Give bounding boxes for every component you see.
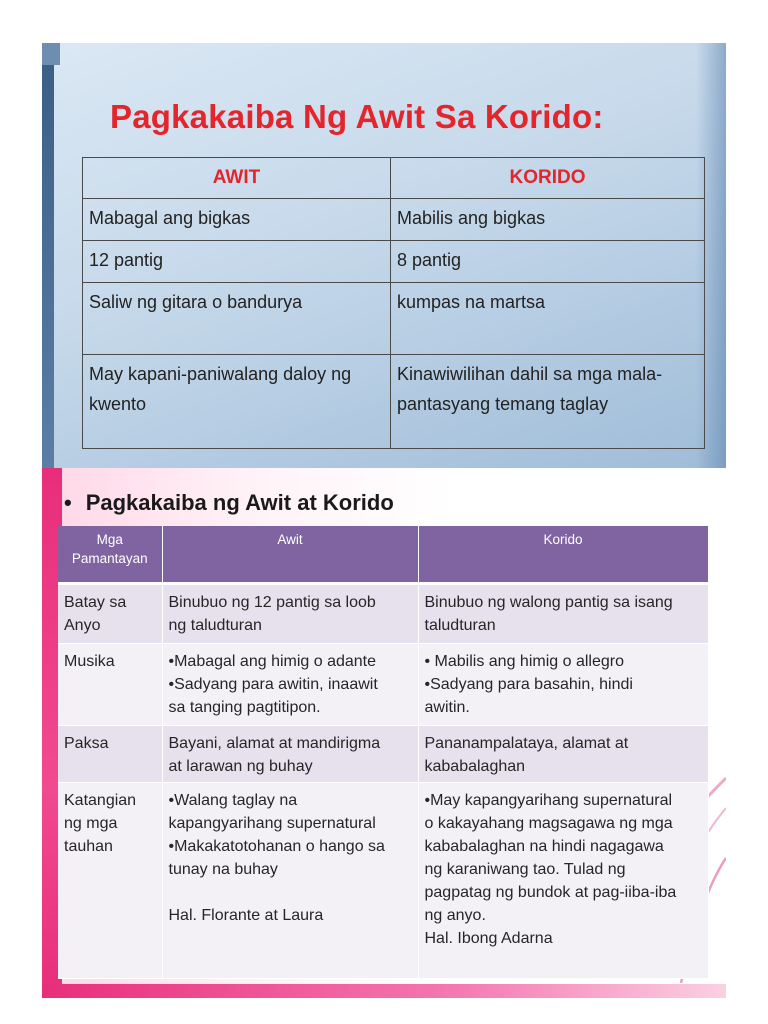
cell-line: • Mabilis ang himig o allegro <box>424 653 624 670</box>
cell-line: •May kapangyarihang supernatural <box>424 792 673 809</box>
table1-cell: Saliw ng gitara o bandurya <box>83 283 391 355</box>
table2-criteria-cell <box>58 783 162 979</box>
cell-line: •Sadyang para awitin, inaawit <box>168 676 378 693</box>
cell-line: •Makakatotohanan o hango sa <box>168 838 385 855</box>
table1-cell: 12 pantig <box>83 241 391 283</box>
cell-line: kababalaghan na hindi nagagawa <box>424 838 664 855</box>
slide-awit-korido-purple <box>42 468 726 998</box>
cell-line: o kakayahang magsagawa ng mga <box>424 815 673 832</box>
slide2-heading <box>64 490 394 516</box>
slide2-heading-text: Pagkakaiba ng Awit at Korido <box>85 490 394 515</box>
cell-line: sa tanging pagtitipon. <box>168 699 321 716</box>
cell-spacer <box>169 881 412 904</box>
slide1-title: Pagkakaiba Ng Awit Sa Korido: <box>110 98 604 135</box>
table2-header-row <box>58 526 708 584</box>
cell-line: Binubuo ng 12 pantig sa loob <box>168 594 376 611</box>
table2-awit-cell <box>162 644 418 726</box>
table1-cell: Mabilis ang bigkas <box>391 199 705 241</box>
table2-korido-cell <box>418 584 708 644</box>
table1-cell: 8 pantig <box>391 241 705 283</box>
cell-line: ng anyo. <box>424 907 486 924</box>
slide-awit-korido-blue <box>42 43 726 468</box>
cell-line: Hal. Ibong Adarna <box>424 930 553 947</box>
cell-line: Pananampalataya, alamat at <box>424 735 629 752</box>
heading-bullet: • <box>64 490 72 515</box>
table-row <box>58 783 708 979</box>
cell-line: Batay sa <box>64 594 127 611</box>
table2-awit-cell <box>162 584 418 644</box>
table2-awit-cell <box>162 783 418 979</box>
cell-line: kapangyarihang supernatural <box>168 815 376 832</box>
cell-line: kwento <box>89 394 147 414</box>
cell-line: Bayani, alamat at mandirigma <box>168 735 381 752</box>
table-row <box>58 584 708 644</box>
cell-line: •Walang taglay na <box>168 792 298 809</box>
cell-line: taludturan <box>424 617 496 634</box>
table-row <box>83 241 705 283</box>
comparison-table-2 <box>58 526 709 979</box>
table2-korido-cell <box>418 726 708 783</box>
cell-line: tauhan <box>64 838 113 855</box>
cell-line: Pamantayan <box>71 551 148 566</box>
cell-line: tunay na buhay <box>168 861 278 878</box>
cell-line: at larawan ng buhay <box>168 758 313 775</box>
cell-line: pantasyang temang taglay <box>397 394 609 414</box>
table1-cell <box>391 355 705 449</box>
table2-criteria-cell <box>58 726 162 783</box>
table2-korido-cell <box>418 783 708 979</box>
table2-criteria-cell <box>58 644 162 726</box>
slide-edge-accent <box>42 43 60 65</box>
cell-line: Katangian <box>64 792 137 809</box>
cell-line: Mga <box>96 532 123 547</box>
table-row <box>83 283 705 355</box>
slide-pink-footer-bar <box>42 984 726 998</box>
cell-line: Hal. Florante at Laura <box>168 907 324 924</box>
cell-line: ng taludturan <box>168 617 262 634</box>
cell-line: May kapani-paniwalang daloy ng <box>89 364 352 384</box>
cell-line: •Mabagal ang himig o adante <box>168 653 377 670</box>
cell-line: pagpatag ng bundok at pag-iiba-iba <box>424 884 677 901</box>
table-row <box>83 355 705 449</box>
cell-line: Binubuo ng walong pantig sa isang <box>424 594 673 611</box>
table1-header-row <box>83 158 705 199</box>
table2-header-criteria <box>58 526 162 584</box>
table2-header-awit: Awit <box>162 526 418 584</box>
table2-awit-cell <box>162 726 418 783</box>
table-row <box>58 644 708 726</box>
cell-line: Musika <box>64 653 115 670</box>
table1-cell <box>83 355 391 449</box>
cell-line: •Sadyang para basahin, hindi <box>424 676 633 693</box>
cell-line: ng karaniwang tao. Tulad ng <box>424 861 626 878</box>
table2-header-korido: Korido <box>418 526 708 584</box>
table1-cell: kumpas na martsa <box>391 283 705 355</box>
comparison-table-1 <box>82 157 705 449</box>
cell-line: Paksa <box>64 735 109 752</box>
table1-header-awit: AWIT <box>83 158 391 199</box>
cell-line: kababalaghan <box>424 758 526 775</box>
cell-line: Anyo <box>64 617 101 634</box>
cell-line: ng mga <box>64 815 118 832</box>
table-row <box>58 726 708 783</box>
table1-header-korido: KORIDO <box>391 158 705 199</box>
table-row <box>83 199 705 241</box>
cell-line: Kinawiwilihan dahil sa mga mala- <box>397 364 663 384</box>
table2-criteria-cell <box>58 584 162 644</box>
slide-edge-bar <box>42 65 54 468</box>
table1-cell: Mabagal ang bigkas <box>83 199 391 241</box>
table2-korido-cell <box>418 644 708 726</box>
cell-line: awitin. <box>424 699 470 716</box>
